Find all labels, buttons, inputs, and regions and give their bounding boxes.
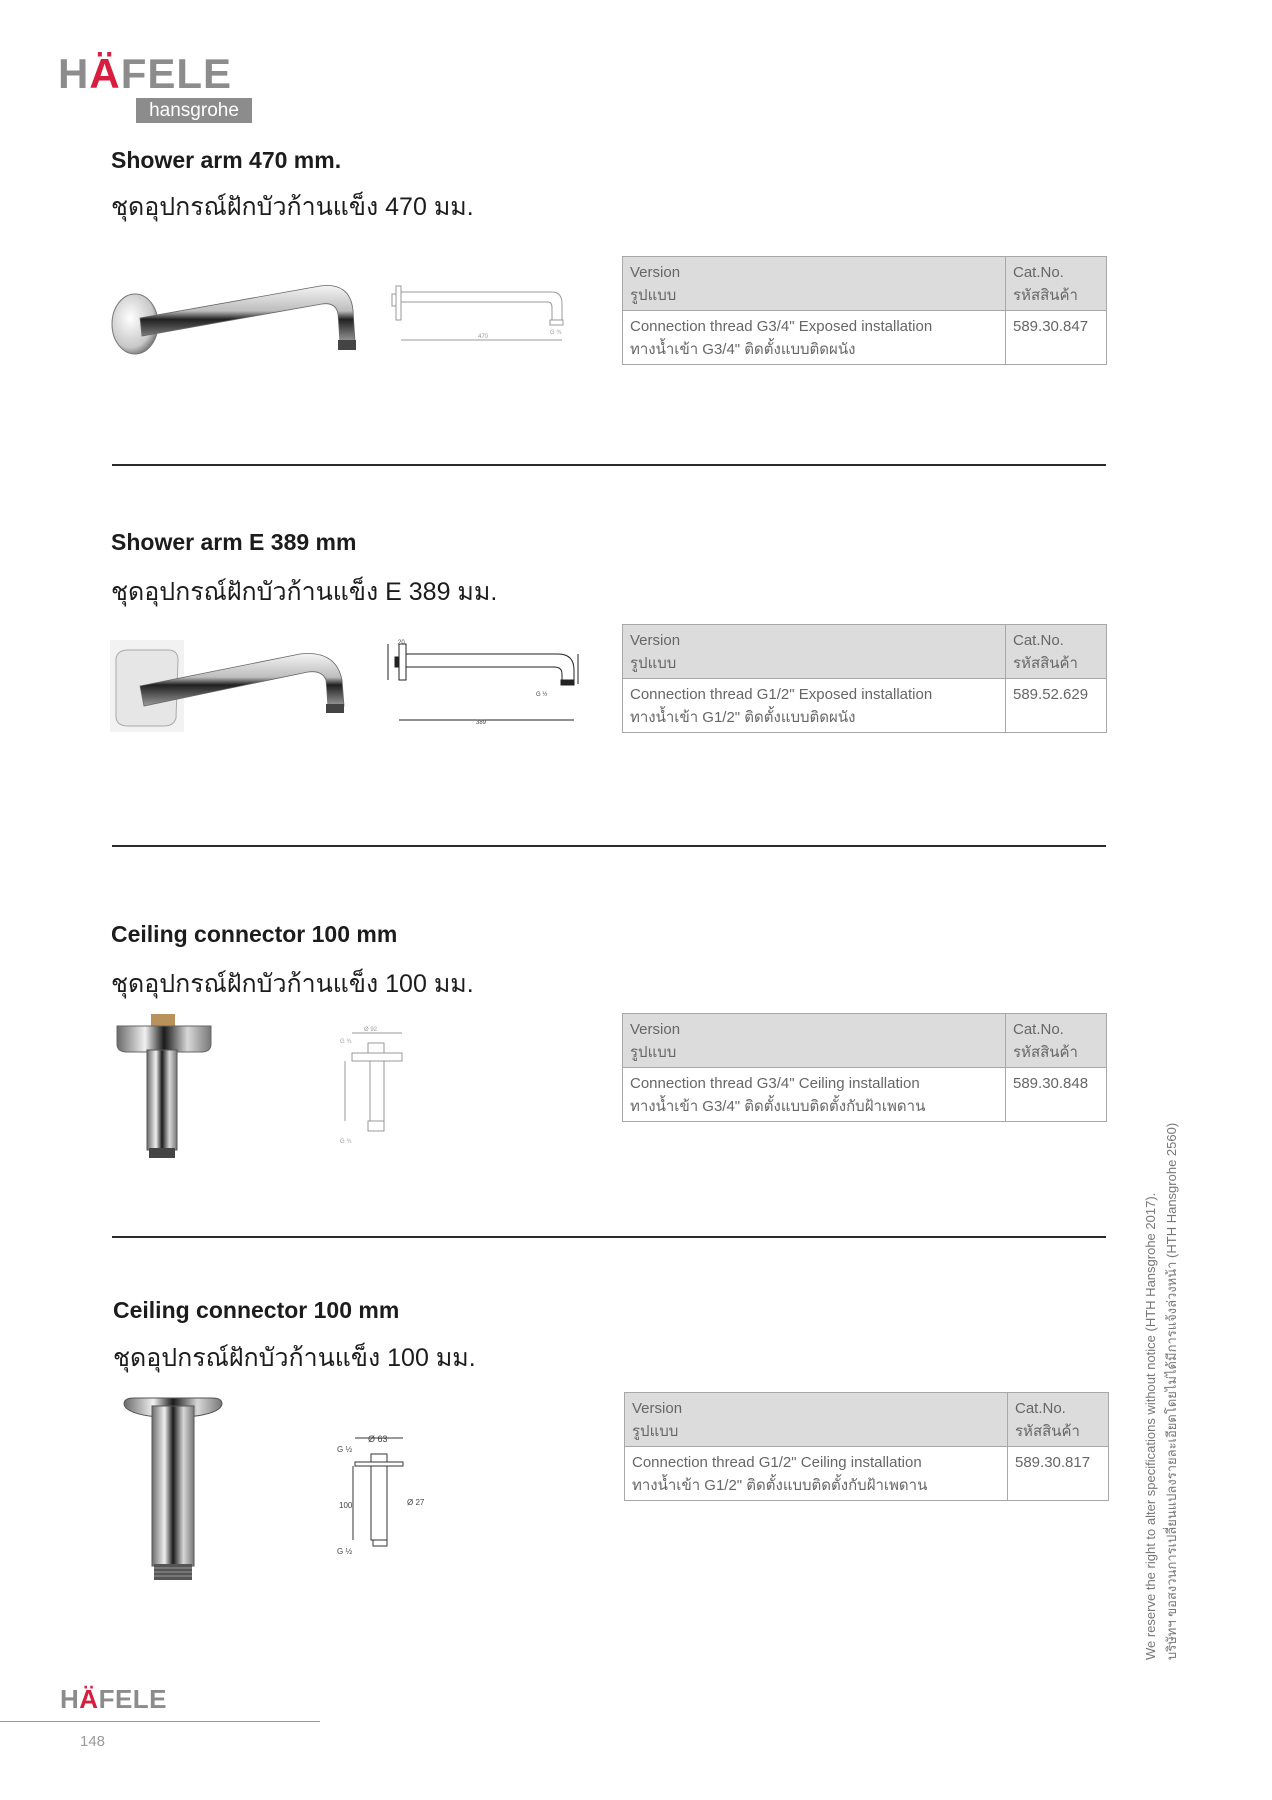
version-header-thai: รูปแบบ [630, 1044, 677, 1061]
version-header: Version [632, 1400, 683, 1417]
ceiling-connector-g12-photo [120, 1396, 230, 1586]
svg-text:G ½: G ½ [337, 1547, 353, 1556]
svg-text:470: 470 [478, 334, 489, 340]
section-3-title-thai: ชุดอุปกรณ์ฝักบัวก้านแข็ง 100 มม. [111, 970, 474, 998]
catno-header-thai: รหัสสินค้า [1015, 1423, 1080, 1440]
ceiling-connector-g34-photo [115, 1010, 225, 1160]
section-4-title: Ceiling connector 100 mm [113, 1297, 400, 1323]
svg-text:389: 389 [476, 720, 487, 726]
section-4-title-thai: ชุดอุปกรณ์ฝักบัวก้านแข็ง 100 มม. [113, 1344, 476, 1372]
footer-brand-logo: HÄFELE [60, 1684, 168, 1714]
catno-header: Cat.No. [1013, 1021, 1064, 1038]
version-header: Version [630, 632, 681, 649]
svg-text:100: 100 [339, 1501, 353, 1510]
section-1-title-thai: ชุดอุปกรณ์ฝักบัวก้านแข็ง 470 มม. [111, 193, 474, 221]
spec-table-4 [624, 1392, 1109, 1501]
spec-table-1 [622, 256, 1107, 365]
disclaimer-note [1140, 1120, 1182, 1660]
version-value: Connection thread G3/4" Exposed installation [630, 318, 933, 335]
catno-header-thai: รหัสสินค้า [1013, 1044, 1078, 1061]
catno-header-thai: รหัสสินค้า [1013, 655, 1078, 672]
svg-text:Ø 92: Ø 92 [364, 1027, 378, 1033]
catno-header: Cat.No. [1013, 632, 1064, 649]
version-value: Connection thread G3/4" Ceiling installation [630, 1075, 920, 1092]
shower-arm-e389-photo [110, 640, 350, 732]
table-row [623, 1068, 1107, 1122]
table-row [623, 311, 1107, 365]
svg-text:G ¾: G ¾ [340, 1039, 352, 1045]
shower-arm-470-photo [110, 280, 360, 360]
svg-text:Ø 27: Ø 27 [407, 1498, 425, 1507]
svg-text:G ½: G ½ [337, 1445, 353, 1454]
section-3-title: Ceiling connector 100 mm [111, 921, 398, 947]
section-divider [112, 464, 1106, 466]
version-value-thai: ทางน้ำเข้า G3/4" ติดตั้งแบบติดผนัง [630, 341, 856, 358]
catno-header-thai: รหัสสินค้า [1013, 287, 1078, 304]
version-value-thai: ทางน้ำเข้า G3/4" ติดตั้งแบบติดตั้งกับฝ้าเพดาน [630, 1098, 926, 1115]
brand-logo [58, 50, 254, 123]
cat-no-value: 589.30.848 [1013, 1075, 1089, 1092]
ceiling-connector-g34-drawing [340, 1025, 420, 1145]
version-header-thai: รูปแบบ [632, 1423, 679, 1440]
catno-header: Cat.No. [1015, 1400, 1066, 1417]
cat-no-value: 589.30.847 [1013, 318, 1089, 335]
shower-arm-470-drawing [380, 280, 590, 350]
spec-table-3 [622, 1013, 1107, 1122]
hansgrohe-badge: hansgrohe [136, 98, 252, 123]
version-header-thai: รูปแบบ [630, 287, 677, 304]
version-value: Connection thread G1/2" Exposed installation [630, 686, 933, 703]
disclaimer-english: We reserve the right to alter specifications without notice (HTH Hansgrohe 2017). [1143, 1192, 1158, 1660]
disclaimer-thai: บริษัทฯ ขอสงวนการเปลี่ยนแปลงรายละเอียดโดยไม่ได้มีการแจ้งล่วงหน้า (HTH Hansgrohe 2560) [1164, 1122, 1179, 1660]
spec-table-2 [622, 624, 1107, 733]
hafele-wordmark: HÄFELE [58, 50, 233, 97]
shower-arm-e389-drawing [378, 638, 594, 726]
ceiling-connector-g12-drawing [335, 1430, 435, 1560]
section-divider [112, 845, 1106, 847]
version-value-thai: ทางน้ำเข้า G1/2" ติดตั้งแบบติดผนัง [630, 709, 856, 726]
section-divider [112, 1236, 1106, 1238]
version-value: Connection thread G1/2" Ceiling installation [632, 1454, 922, 1471]
svg-text:Ø 63: Ø 63 [368, 1434, 388, 1444]
section-2-title: Shower arm E 389 mm [111, 529, 357, 555]
page-number: 148 [80, 1733, 106, 1750]
section-2-title-thai: ชุดอุปกรณ์ฝักบัวก้านแข็ง E 389 มม. [111, 578, 498, 606]
svg-text:G ½: G ½ [536, 692, 548, 698]
table-row [623, 679, 1107, 733]
footer-divider [0, 1721, 320, 1722]
version-header-thai: รูปแบบ [630, 655, 677, 672]
cat-no-value: 589.52.629 [1013, 686, 1089, 703]
version-header: Version [630, 264, 681, 281]
svg-text:G ¾: G ¾ [340, 1139, 352, 1145]
cat-no-value: 589.30.817 [1015, 1454, 1091, 1471]
catno-header: Cat.No. [1013, 264, 1064, 281]
svg-text:20: 20 [398, 640, 405, 646]
svg-text:G ¾: G ¾ [550, 330, 562, 336]
version-header: Version [630, 1021, 681, 1038]
table-row [625, 1447, 1109, 1501]
section-1-title: Shower arm 470 mm. [111, 147, 342, 173]
version-value-thai: ทางน้ำเข้า G1/2" ติดตั้งแบบติดตั้งกับฝ้าเพดาน [632, 1477, 928, 1494]
